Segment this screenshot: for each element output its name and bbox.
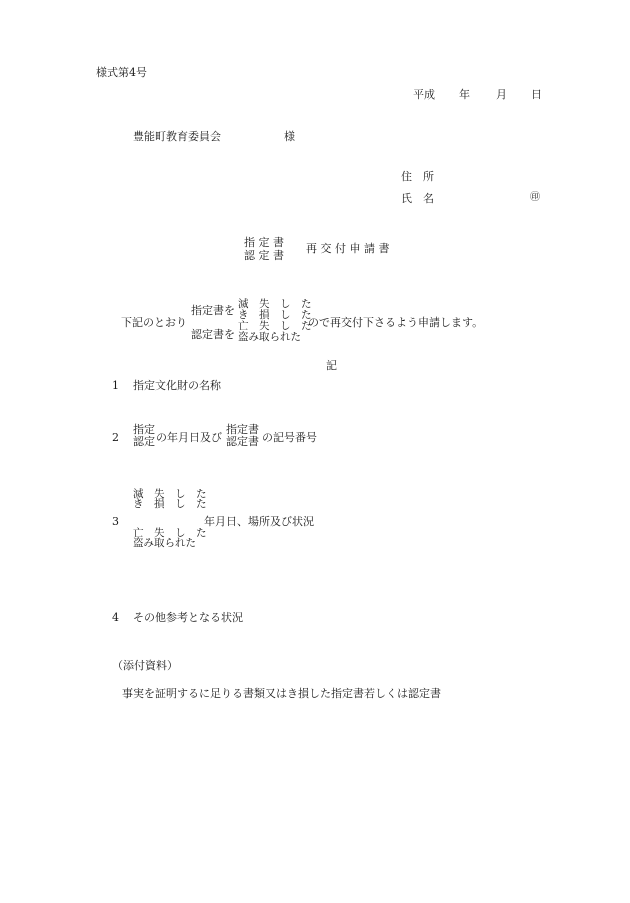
reason-option: 盗み取られた <box>133 537 196 549</box>
item-number: 1 <box>112 379 119 392</box>
attachments-heading: （添付資料） <box>112 659 178 672</box>
item-suffix: 年月日、場所及び状況 <box>204 515 314 528</box>
item-text: その他参考となる状況 <box>133 611 243 624</box>
title-option: 指 定 書 <box>244 236 284 249</box>
statement-prefix: 下記のとおり <box>121 316 187 329</box>
item-suffix: の記号番号 <box>262 431 317 444</box>
reason-option: き 損 し た <box>133 498 207 510</box>
certificate-option: 認定書 <box>226 435 259 448</box>
addressee-organization: 豊能町教育委員会 <box>133 130 221 143</box>
reason-options-upper <box>133 489 207 509</box>
certificate-option: 指定書 <box>226 423 259 436</box>
certificate-options <box>226 424 259 447</box>
designation-option: 認定 <box>133 435 155 448</box>
designation-option: 指定 <box>133 423 155 436</box>
reason-options-lower <box>133 528 207 548</box>
addressee-honorific: 様 <box>284 130 295 143</box>
title-options <box>244 237 284 261</box>
date-day-label: 日 <box>531 88 542 101</box>
statement-suffix: ので再交付下さるよう申請します。 <box>308 316 484 329</box>
seal-icon: ㊞ <box>530 192 540 203</box>
item-text: 指定文化財の名称 <box>133 379 221 392</box>
date-era: 平成 <box>413 88 435 101</box>
reason-option: き 損 し た <box>238 309 312 321</box>
ki-heading: 記 <box>326 359 337 372</box>
date-year-label: 年 <box>459 88 470 101</box>
form-number: 様式第4号 <box>96 66 147 79</box>
certificate-option: 認定書を <box>191 328 235 341</box>
name-label: 氏 名 <box>401 192 434 205</box>
item-number: 3 <box>112 515 119 528</box>
item-number: 4 <box>112 611 119 624</box>
item-middle: の年月日及び <box>156 431 222 444</box>
title-option: 認 定 書 <box>244 249 284 262</box>
title-suffix: 再 交 付 申 請 書 <box>306 242 390 255</box>
reason-option: 盗み取られた <box>238 331 301 343</box>
reason-option: 亡 失 し た <box>133 527 207 539</box>
attachments-text: 事実を証明するに足りる書類又はき損した指定書若しくは認定書 <box>122 687 441 700</box>
date-month-label: 月 <box>496 88 507 101</box>
designation-options <box>133 424 155 447</box>
reason-option: 滅 失 し た <box>133 488 207 500</box>
address-label: 住 所 <box>401 170 434 183</box>
item-number: 2 <box>112 431 119 444</box>
reason-option: 亡 失 し た <box>238 320 312 332</box>
reason-options <box>238 299 312 342</box>
reason-option: 滅 失 し た <box>238 298 312 310</box>
certificate-option: 指定書を <box>191 304 235 317</box>
